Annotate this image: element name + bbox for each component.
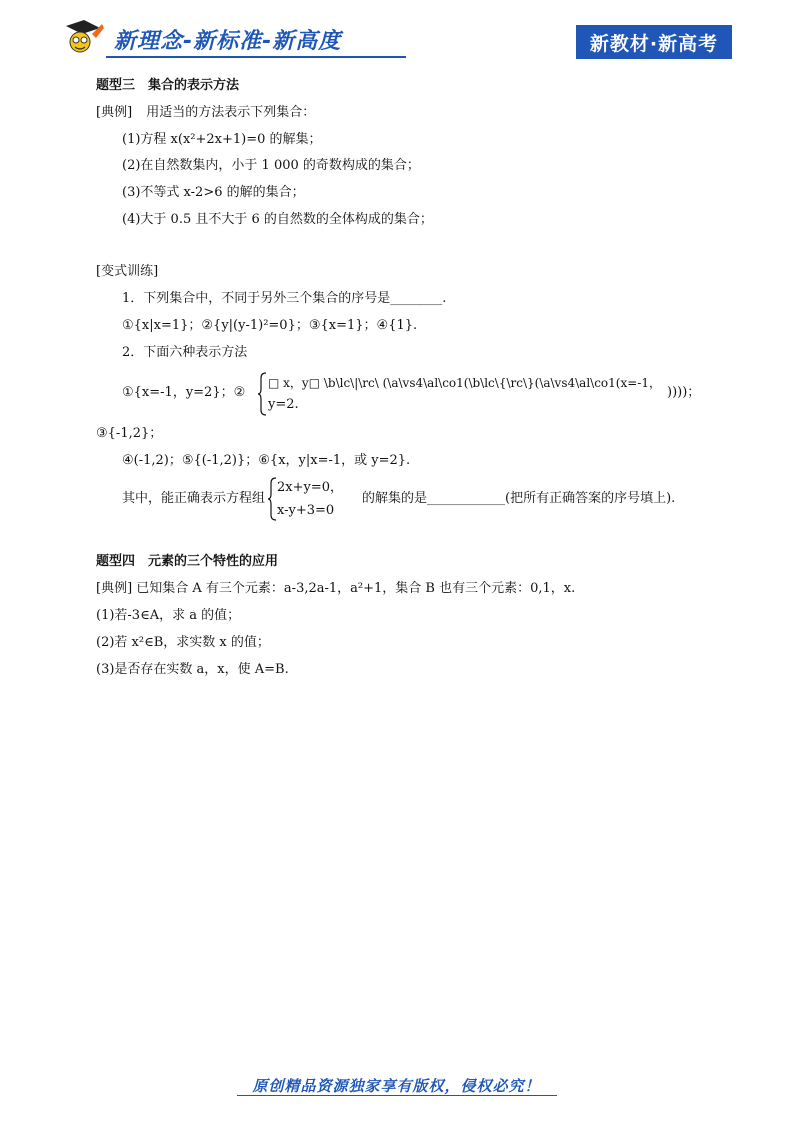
variant-q2-opt4: ④(-1,2)；⑤{(-1,2)}；⑥{x，y|x=-1，或 y=2}.	[122, 453, 411, 468]
variant-q2-suffix: 的解集的是____________(把所有正确答案的序号填上).	[362, 491, 676, 506]
section3-title: 题型三 集合的表示方法	[96, 78, 240, 93]
section3-item-4: (4)大于 0.5 且不大于 6 的自然数的全体构成的集合；	[122, 212, 433, 227]
example-text: 用适当的方法表示下列集合：	[146, 105, 316, 120]
header-underline	[106, 56, 406, 58]
variant-q2-prefix: 其中，能正确表示方程组	[122, 491, 266, 506]
section4-example: [典例] 已知集合 A 有三个元素：a-3,2a-1，a²+1，集合 B 也有三个元素：0,1，x.	[96, 581, 576, 596]
section3-item-1: (1)方程 x(x²+2x+1)=0 的解集；	[122, 132, 322, 147]
copyright-footer: 原创精品资源独家享有版权，侵权必究！	[252, 1077, 541, 1095]
variant-q2: 2．下面六种表示方法	[122, 345, 248, 360]
section3-item-3: (3)不等式 x-2>6 的解的集合；	[122, 185, 305, 200]
equation-2: x-y+3=0	[277, 503, 335, 518]
section4-item-1: (1)若-3∈A，求 a 的值；	[96, 608, 241, 623]
page-header	[62, 20, 732, 64]
variant-label: [变式训练]	[96, 264, 159, 279]
variant-q2-brace-bottom: y=2.	[268, 397, 299, 412]
section4-item-3: (3)是否存在实数 a，x，使 A=B.	[96, 662, 289, 677]
variant-q2-brace-top: □ x，y□ \b\lc\|\rc\ (\a\vs4\al\co1(\b\lc\{\rc\}(\a\vs4\al\co1(x=-1，	[268, 376, 661, 390]
section4-title: 题型四 元素的三个特性的应用	[96, 554, 279, 569]
header-slogan: 新理念-新标准-新高度	[114, 29, 342, 54]
section4-item-2: (2)若 x²∈B，求实数 x 的值；	[96, 635, 270, 650]
variant-q1-options: ①{x|x=1}；②{y|(y-1)²=0}；③{x=1}；④{1}.	[122, 318, 418, 333]
header-badge: 新教材·新高考	[576, 25, 732, 59]
footer-underline	[237, 1095, 557, 1096]
equation-1: 2x+y=0，	[277, 480, 344, 495]
section3-item-2: (2)在自然数集内，小于 1 000 的奇数构成的集合；	[122, 158, 420, 173]
example-label: [典例]	[96, 105, 133, 120]
variant-q1: 1．下列集合中，不同于另外三个集合的序号是________.	[122, 291, 447, 306]
section3-example	[96, 104, 315, 122]
variant-q2-opt3: ③{-1,2}；	[96, 426, 163, 441]
variant-q2-opt1: ①{x=-1，y=2}；②	[122, 385, 246, 400]
left-brace-icon	[258, 372, 268, 416]
student-mascot-icon	[62, 20, 104, 60]
variant-q2-brace-tail: ))))；	[667, 385, 701, 400]
